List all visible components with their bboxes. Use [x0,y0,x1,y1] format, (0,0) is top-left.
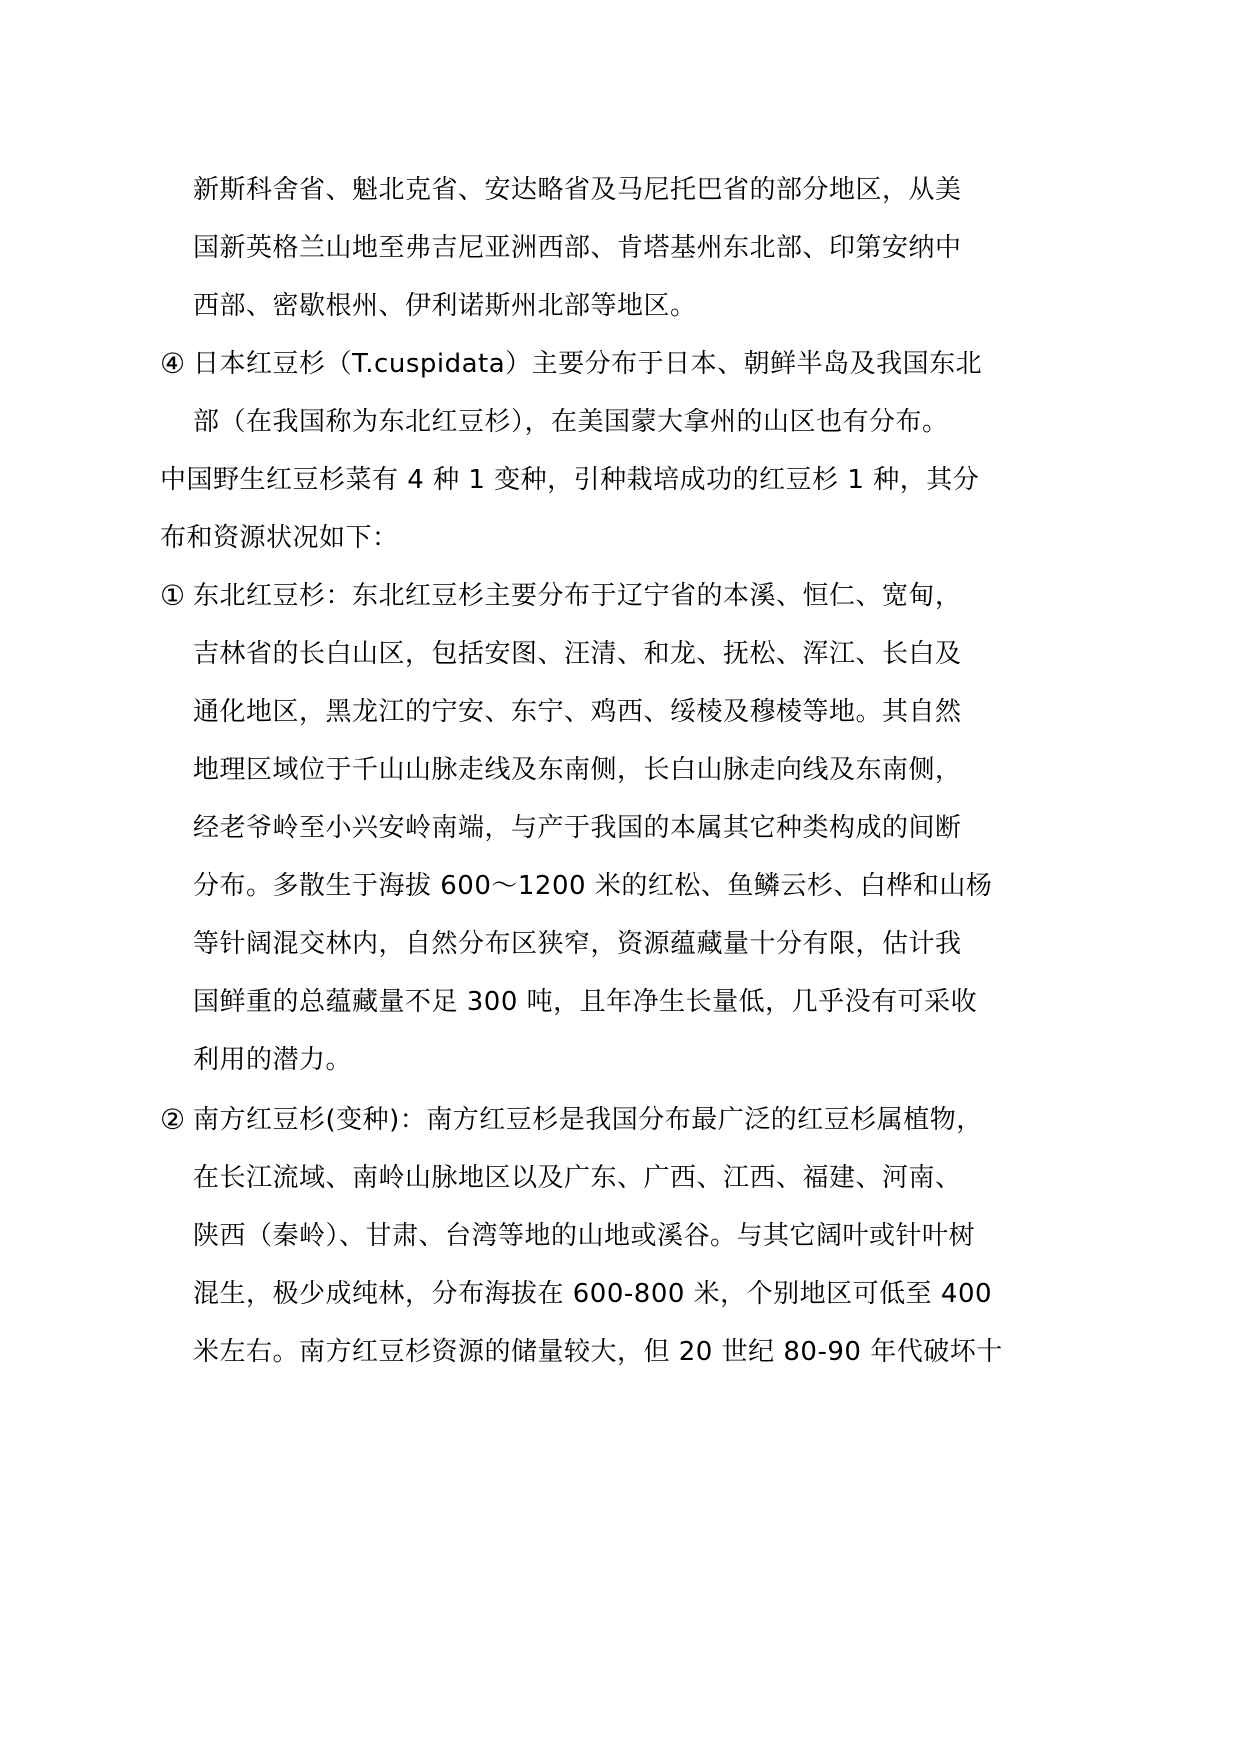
body-line: 经老爷岭至小兴安岭南端，与产于我国的本属其它种类构成的间断 [193,813,962,843]
body-line: 部（在我国称为东北红豆杉），在美国蒙大拿州的山区也有分布。 [193,407,949,437]
body-line: 等针阔混交林内，自然分布区狭窄，资源蕴藏量十分有限，估计我 [193,929,962,959]
list-marker: ② [160,1103,186,1136]
body-line: 混生，极少成纯林，分布海拔在 600-800 米，个别地区可低至 400 [193,1279,993,1309]
body-line: 国鲜重的总蕴藏量不足 300 吨，且年净生长量低，几乎没有可采收 [193,987,978,1017]
body-line: 吉林省的长白山区，包括安图、汪清、和龙、抚松、浑江、长白及 [193,639,962,669]
body-line: 米左右。南方红豆杉资源的储量较大，但 20 世纪 80-90 年代破坏十 [193,1337,1003,1367]
body-line: 利用的潜力。 [193,1045,353,1075]
body-line: 西部、密歇根州、伊利诺斯州北部等地区。 [193,291,697,321]
body-line: 中国野生红豆杉菜有 4 种 1 变种，引种栽培成功的红豆杉 1 种，其分 [160,465,980,495]
body-line: 地理区域位于千山山脉走线及东南侧，长白山脉走向线及东南侧， [193,755,962,785]
body-line: 新斯科舍省、魁北克省、安达略省及马尼托巴省的部分地区，从美 [193,175,962,205]
body-line: 日本红豆杉（T.cuspidata）主要分布于日本、朝鲜半岛及我国东北 [193,349,983,379]
body-line: 东北红豆杉：东北红豆杉主要分布于辽宁省的本溪、恒仁、宽甸， [193,581,962,611]
body-line: 国新英格兰山地至弗吉尼亚洲西部、肯塔基州东北部、印第安纳中 [193,233,962,263]
body-line: 陕西（秦岭）、甘肃、台湾等地的山地或溪谷。与其它阔叶或针叶树 [193,1221,976,1251]
body-line: 通化地区，黑龙江的宁安、东宁、鸡西、绥棱及穆棱等地。其自然 [193,697,962,727]
list-marker: ④ [160,347,186,380]
body-line: 布和资源状况如下： [160,523,399,553]
body-line: 分布。多散生于海拔 600～1200 米的红松、鱼鳞云杉、白桦和山杨 [193,871,993,901]
body-line: 南方红豆杉(变种)：南方红豆杉是我国分布最广泛的红豆杉属植物， [193,1105,983,1135]
body-line: 在长江流域、南岭山脉地区以及广东、广西、江西、福建、河南、 [193,1163,962,1193]
list-marker: ① [160,579,186,612]
